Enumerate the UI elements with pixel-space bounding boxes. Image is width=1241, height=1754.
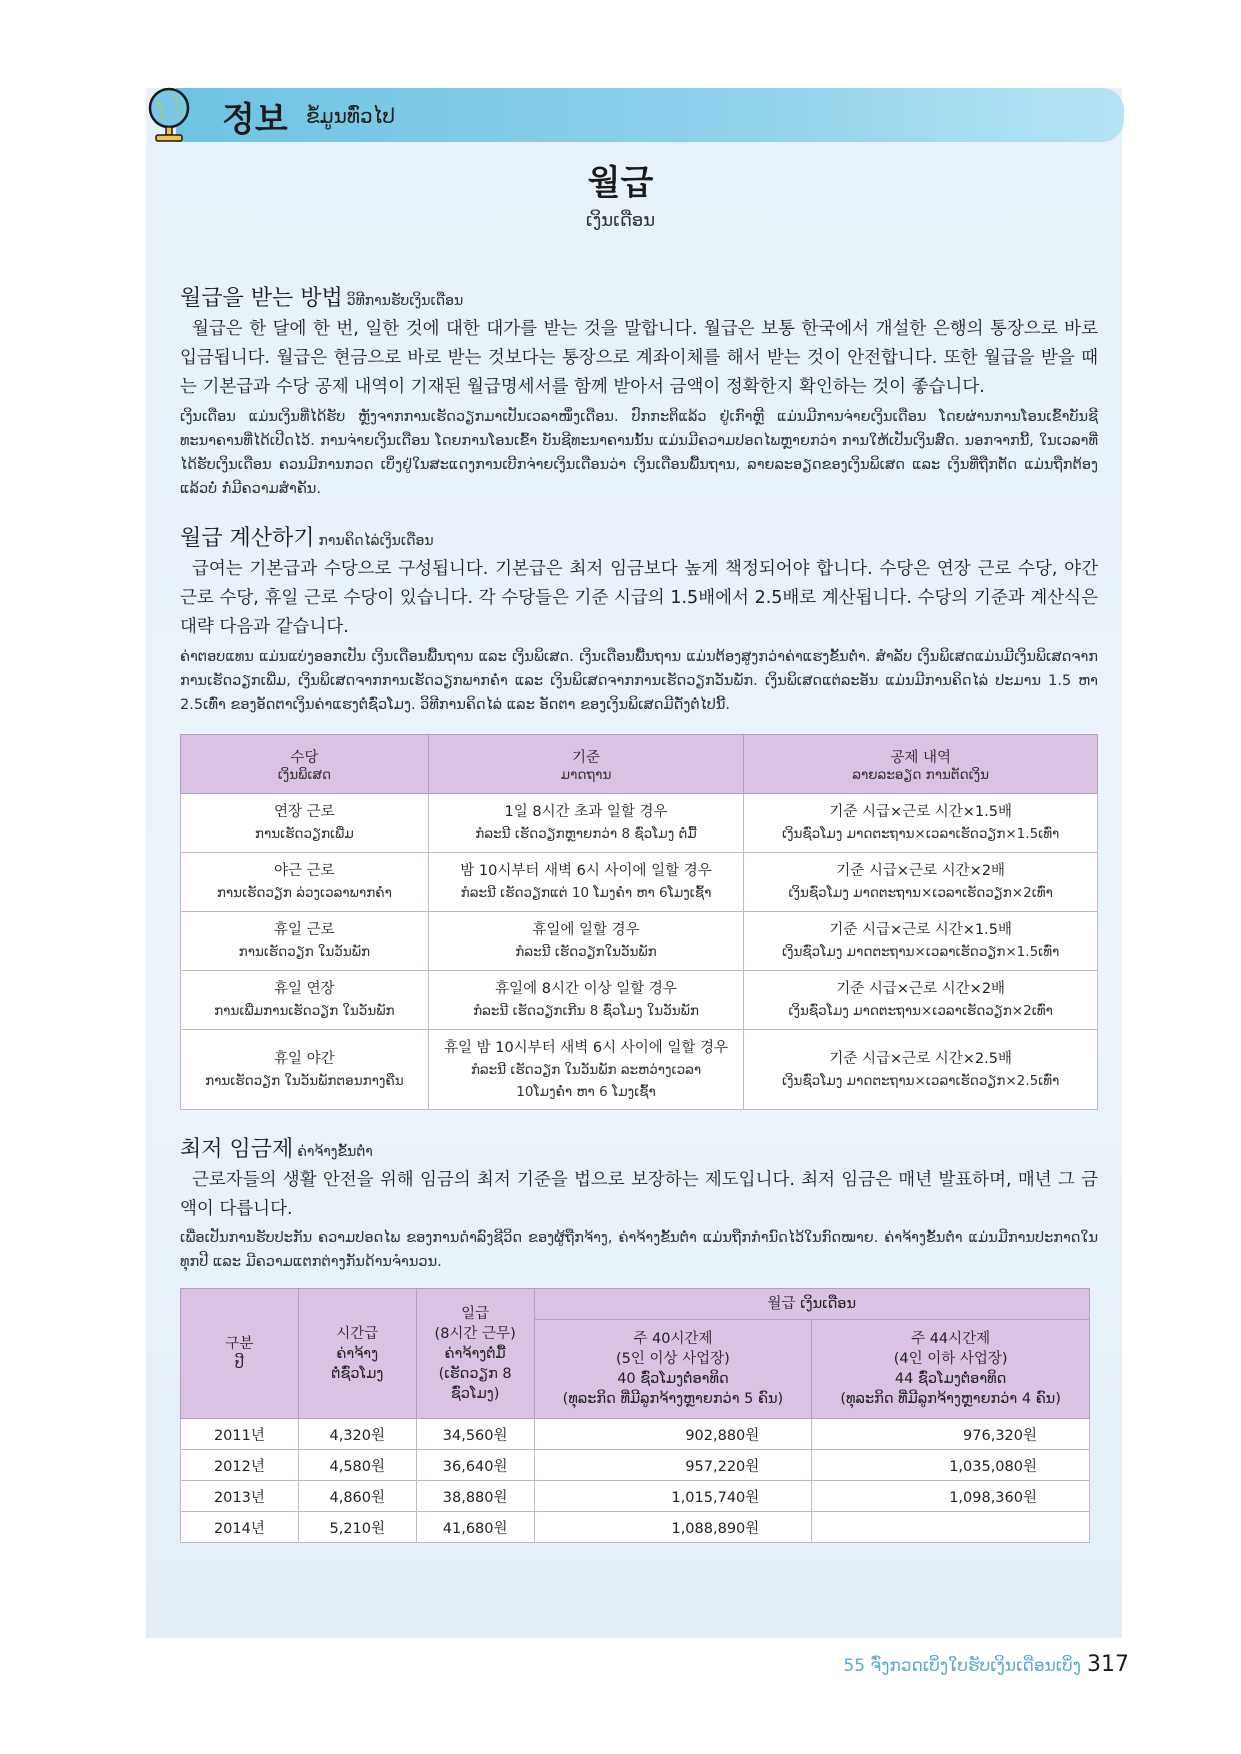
cell-monthly-44h: 1,035,080원 (812, 1450, 1090, 1481)
header-monthly: 월급 ເງິນເດືອນ (534, 1289, 1089, 1320)
table-header-row (181, 1289, 1090, 1320)
cell-monthly-40h: 902,880원 (534, 1419, 812, 1450)
page-footer (843, 1652, 1129, 1677)
cell-criteria: 밤 10시부터 새벽 6시 사이에 일할 경우 ກໍລະນີ ເຮັດວຽກແຕ່ 10 ໂມງຄ່ຳ ຫາ 6ໂມງເຊົ້າ (428, 853, 744, 912)
section-paragraph-ko: 근로자들의 생활 안전을 위해 임금의 최저 기준을 법으로 보장하는 제도입니다. 최저 임금은 매년 발표하며, 매년 그 금액이 다릅니다. (180, 1170, 1098, 1219)
cell-allowance: 휴일 연장 ການເພີ່ມການເຮັດວຽກ ໃນວັນພັກ (181, 971, 429, 1030)
header-criteria: 기준 ມາດຖານ (428, 735, 744, 794)
page-subtitle: ເງິນເດືອນ (585, 210, 656, 231)
cell-criteria: 1일 8시간 초과 일할 경우 ກໍລະນີ ເຮັດວຽກຫຼາຍກວ່າ 8 ຊົ່ວໂມງ ຕໍ່ມື້ (428, 794, 744, 853)
cell-year: 2013년 (181, 1481, 299, 1512)
header-daily: 일급 (8시간 근무) ຄ່າຈ້າງຕໍ່ມື້ (ເຮັດວຽກ 8 ຊົ່ວໂມງ) (416, 1289, 534, 1419)
cell-hourly: 4,580원 (298, 1450, 416, 1481)
cell-deduction: 기준 시급×근로 시간×2배 ເງິນຊົ່ວໂມງ ມາດຕະຖານ×ເວລາເຮັດວຽກ×2ເທົ່າ (744, 971, 1098, 1030)
section-paragraph-ko: 급여는 기본급과 수당으로 구성됩니다. 기본급은 최저 임금보다 높게 책정되어야 합니다. 수당은 연장 근로 수당, 야간 근로 수당, 휴일 근로 수당이 있습니다. 각 수당들은 기준 시급의 1.5배에서 2.5배로 계산됩니다. 수당의 기준과 계산식은 대략 다음과 같습니다. (180, 559, 1098, 637)
cell-monthly-40h: 1,088,890원 (534, 1512, 812, 1543)
header-title: 정보 (222, 100, 288, 140)
cell-allowance: 휴일 근로 ການເຮັດວຽກ ໃນວັນພັກ (181, 912, 429, 971)
cell-deduction: 기준 시급×근로 시간×1.5배 ເງິນຊົ່ວໂມງ ມາດຕະຖານ×ເວລາເຮັດວຽກ×1.5ເທົ່າ (744, 794, 1098, 853)
cell-allowance: 야근 근로 ການເຮັດວຽກ ລ່ວງເວລາພາກຄ່ຳ (181, 853, 429, 912)
header-44h: 주 44시간제 (4인 이하 사업장) 44 ຊົ່ວໂມງຕໍ່ອາທິດ (ທຸລະກິດ ທີ່ມີລູກຈ້າງຫຼາຍກວ່າ 4 ຄົນ) (812, 1320, 1090, 1419)
section-paragraph-ko: 월급은 한 달에 한 번, 일한 것에 대한 대가를 받는 것을 말합니다. 월급은 보통 한국에서 개설한 은행의 통장으로 바로 입금됩니다. 월급은 현금으로 바로 받는 것보다는 통장으로 계좌이체를 해서 받는 것이 안전합니다. 또한 월급을 받을 때는 기본급과 수당 공제 내역이 기재된 월급명세서를 함께 받아서 금액이 정확한지 확인하는 것이 좋습니다. (180, 319, 1098, 397)
cell-monthly-40h: 1,015,740원 (534, 1481, 812, 1512)
cell-monthly-40h: 957,220원 (534, 1450, 812, 1481)
header-subtitle: ຂໍ້ມູນທົ່ວໄປ (306, 104, 395, 128)
cell-year: 2012년 (181, 1450, 299, 1481)
section-heading-ko: 최저 임금제 (180, 1137, 294, 1162)
cell-criteria: 휴일에 일할 경우 ກໍລະນີ ເຮັດວຽກໃນວັນພັກ (428, 912, 744, 971)
section-paragraph-lao: ເພື່ອເປັນການຮັບປະກັນ ຄວາມປອດໄພ ຂອງການດຳລົງຊີວິດ ຂອງຜູ້ຖືກຈ້າງ, ຄ່າຈ້າງຂັ້ນຕໍ່າ ແມ່ນຖືກກຳນົດໄວ້ໃນກົດໝາຍ. ຄ່າຈ້າງຂັ້ນຕໍ່າ ແມ່ນມີການປະກາດໃນທຸກປີ ແລະ ມີຄວາມແຕກຕ່າງກັນດ້ານຈຳນວນ. (180, 1230, 1098, 1270)
table-row (181, 971, 1098, 1030)
section-heading-ko: 월급 계산하기 (180, 526, 315, 551)
cell-daily: 38,880원 (416, 1481, 534, 1512)
header-deduction: 공제 내역 ລາຍລະອຽດ ການຕັດເງິນ (744, 735, 1098, 794)
globe-icon (146, 86, 192, 144)
cell-year: 2014년 (181, 1512, 299, 1543)
cell-daily: 36,640원 (416, 1450, 534, 1481)
header-hourly: 시간급 ຄ່າຈ້າງ ຕໍ່ຊົ່ວໂມງ (298, 1289, 416, 1419)
section-paragraph-lao: ຄ່າຕອບແທນ ແມ່ນແບ່ງອອກເປັນ ເງິນເດືອນພື້ນຖານ ແລະ ເງິນພິເສດ. ເງິນເດືອນພື້ນຖານ ແມ່ນຕ້ອງສູງກວ່າຄ່າແຮງຂັ້ນຕໍ່າ. ສຳລັບ ເງິນພິເສດແມ່ນມີເງິນພິເສດຈາກການເຮັດວຽກເພີ່ມ, ເງິນພິເສດຈາກການເຮັດວຽກພາກຄ່ຳ ແລະ ເງິນພິເສດຈາກການເຮັດວຽກວັນພັກ. ເງິນພິເສດແຕ່ລະອັນ ແມ່ນມີການຄິດໄລ່ ປະມານ 1.5 ຫາ 2.5ເທົ່າ ຂອງອັດຕາເງິນຄ່າແຮງຕໍ່ຊົ່ວໂມງ. ວິທີການຄິດໄລ່ ແລະ ອັດຕາ ຂອງເງິນພິເສດມີດັ່ງຕໍ່ໄປນີ້. (180, 649, 1098, 713)
table-row (181, 853, 1098, 912)
page-number: 317 (1087, 1652, 1129, 1677)
cell-criteria: 휴일에 8시간 이상 일할 경우 ກໍລະນີ ເຮັດວຽກເກີນ 8 ຊົ່ວໂມງ ໃນວັນພັກ (428, 971, 744, 1030)
section-heading-how-to-receive (180, 281, 463, 312)
section-paragraph-lao: ເງິນເດືອນ ແມ່ນເງິນທີ່ໄດ້ຮັບ ຫຼັງຈາກການເຮັດວຽກມາເປັນເວລາໜຶ່ງເດືອນ. ປົກກະຕິແລ້ວ ຢູ່ເກົາຫຼີ ແມ່ນມີການຈ່າຍເງິນເດືອນ ໂດຍຜ່ານການໂອນເຂົ້າບັນຊີ ທະນາຄານທີ່ໄດ້ເປີດໄວ້. ການຈ່າຍເງິນເດືອນ ໂດຍການໂອນເຂົ້າ ບັນຊີທະນາຄານນັ້ນ ແມ່ນມີຄວາມປອດໄພຫຼາຍກວ່າ ການໃຫ້ເປັນເງິນສົດ. ນອກຈາກນີ້, ໃນເວລາທີ່ໄດ້ຮັບເງິນເດືອນ ຄວນມີການກວດ ເບິ່ງຢູ່ໃນສະແດງການເບີກຈ່າຍເງິນເດືອນວ່າ ເງິນເດືອນພື້ນຖານ, ລາຍລະອຽດຂອງເງິນພິເສດ ແລະ ເງິນທີ່ຖືກຕັດ ແມ່ນຖືກຕ້ອງແລ້ວບໍ່ ກໍ່ມີຄວາມສຳຄັນ. (180, 409, 1098, 497)
table-row (181, 912, 1098, 971)
cell-daily: 41,680원 (416, 1512, 534, 1543)
table-row (181, 1512, 1090, 1543)
cell-deduction: 기준 시급×근로 시간×1.5배 ເງິນຊົ່ວໂມງ ມາດຕະຖານ×ເວລາເຮັດວຽກ×1.5ເທົ່າ (744, 912, 1098, 971)
section-heading-calculation (180, 521, 434, 552)
section-heading-minimum-wage (180, 1132, 373, 1163)
cell-monthly-44h: 976,320원 (812, 1419, 1090, 1450)
allowance-table (180, 734, 1098, 1110)
cell-hourly: 5,210원 (298, 1512, 416, 1543)
cell-deduction: 기준 시급×근로 시간×2.5배 ເງິນຊົ່ວໂມງ ມາດຕະຖານ×ເວລາເຮັດວຽກ×2.5ເທົ່າ (744, 1030, 1098, 1110)
table-row (181, 1481, 1090, 1512)
page-title: 월급 (587, 163, 654, 203)
cell-allowance: 연장 근로 ການເຮັດວຽກເພີ່ມ (181, 794, 429, 853)
table-row (181, 1419, 1090, 1450)
cell-allowance: 휴일 야간 ການເຮັດວຽກ ໃນວັນພັກຕອນກາງຄືນ (181, 1030, 429, 1110)
table-header-row (181, 735, 1098, 794)
table-row (181, 1450, 1090, 1481)
section-heading-ko: 월급을 받는 방법 (180, 286, 343, 311)
section-heading-lao: ຄ່າຈ້າງຂັ້ນຕໍ່າ (297, 1144, 373, 1160)
cell-monthly-44h (812, 1512, 1090, 1543)
cell-hourly: 4,860원 (298, 1481, 416, 1512)
cell-monthly-44h: 1,098,360원 (812, 1481, 1090, 1512)
table-row (181, 1030, 1098, 1110)
cell-deduction: 기준 시급×근로 시간×2배 ເງິນຊົ່ວໂມງ ມາດຕະຖານ×ເວລາເຮັດວຽກ×2ເທົ່າ (744, 853, 1098, 912)
footer-text: 55 ຈົ່ງກວດເບິ່ງໃບຮັບເງິນເດືອນເບິ່ງ (843, 1656, 1081, 1676)
cell-year: 2011년 (181, 1419, 299, 1450)
table-row (181, 794, 1098, 853)
header-year: 구분 ປີ (181, 1289, 299, 1419)
cell-daily: 34,560원 (416, 1419, 534, 1450)
section-heading-lao: ວິທີການຮັບເງິນເດືອນ (346, 293, 464, 309)
header-allowance: 수당 ເງິນພິເສດ (181, 735, 429, 794)
cell-criteria: 휴일 밤 10시부터 새벽 6시 사이에 일할 경우 ກໍລະນີ ເຮັດວຽກ ໃນວັນພັກ ລະຫວ່າງເວລາ 10ໂມງຄ່ຳ ຫາ 6 ໂມງເຊົ້າ (428, 1030, 744, 1110)
cell-hourly: 4,320원 (298, 1419, 416, 1450)
section-heading-lao: ການຄິດໄລ່ເງິນເດືອນ (318, 533, 434, 549)
header-40h: 주 40시간제 (5인 이상 사업장) 40 ຊົ່ວໂມງຕໍ່ອາທິດ (ທຸລະກິດ ທີ່ມີລູກຈ້າງຫຼາຍກວ່າ 5 ຄົນ) (534, 1320, 812, 1419)
minimum-wage-table (180, 1288, 1090, 1543)
